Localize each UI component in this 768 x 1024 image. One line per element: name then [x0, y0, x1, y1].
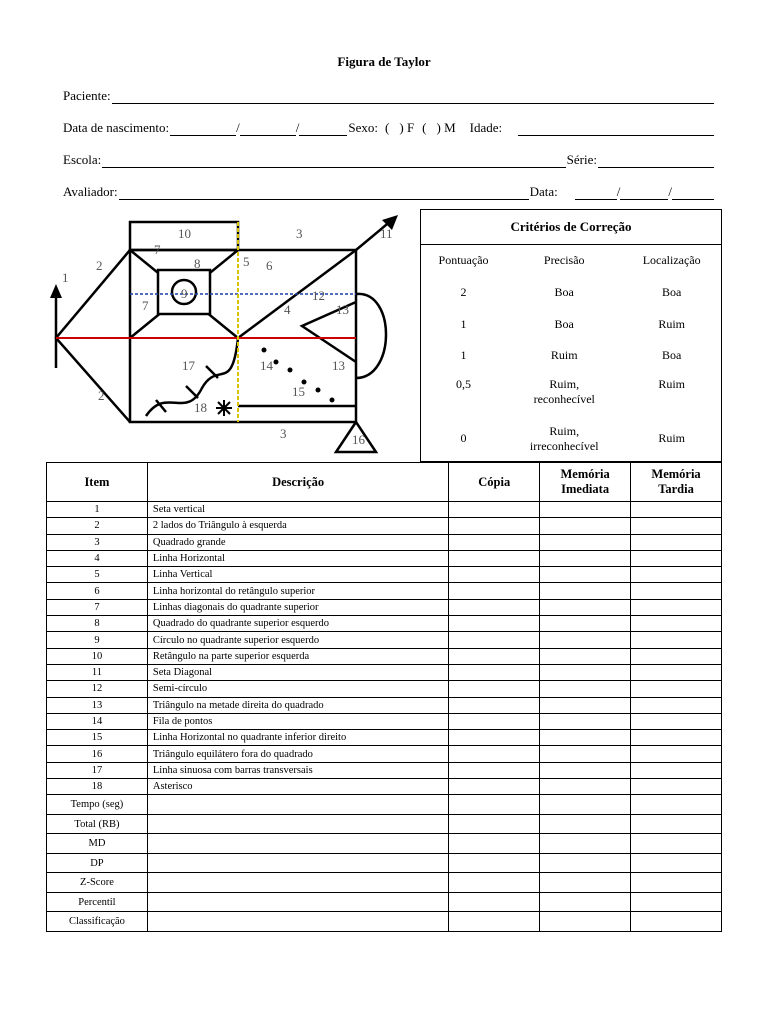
table-row	[47, 730, 722, 746]
arrow-head	[50, 284, 62, 298]
birthdate-row	[62, 118, 714, 136]
date-slash: /	[295, 120, 300, 135]
item-number: 18	[47, 779, 148, 795]
summary-delayed-cell[interactable]	[631, 834, 722, 854]
summary-delayed-cell[interactable]	[631, 853, 722, 873]
summary-description-cell	[147, 892, 448, 912]
figure-label-3b: 3	[280, 426, 287, 441]
figure-label-2b: 2	[98, 388, 105, 403]
immediate-score-cell[interactable]	[540, 713, 631, 729]
item-description: Quadrado do quadrante superior esquerdo	[147, 616, 448, 632]
criteria-precision-cell	[506, 371, 622, 417]
criteria-precision: Ruim,	[549, 376, 580, 391]
item-description: Semi-círculo	[147, 681, 448, 697]
summary-copy-cell[interactable]	[449, 834, 540, 854]
table-row	[47, 550, 722, 566]
item-number: 10	[47, 648, 148, 664]
criteria-location: Ruim	[658, 317, 686, 331]
table-row	[47, 583, 722, 599]
criteria-score: 1	[460, 348, 467, 362]
summary-delayed-cell[interactable]	[631, 912, 722, 932]
criteria-precision-cell	[506, 417, 622, 462]
delayed-score-cell[interactable]	[631, 730, 722, 746]
item-description: Linha Horizontal no quadrante inferior direito	[147, 730, 448, 746]
cross-bar	[186, 386, 198, 398]
criteria-header-precision: Precisão	[543, 253, 585, 268]
table-row	[47, 713, 722, 729]
item-number: 15	[47, 730, 148, 746]
immediate-score-cell[interactable]	[540, 599, 631, 615]
criteria-score: 0,5	[456, 376, 472, 391]
date-slash: /	[616, 184, 621, 199]
summary-label: Classificação	[47, 912, 148, 932]
header-immediate-line1: Memória	[560, 467, 610, 481]
item-description: Quadrado grande	[147, 534, 448, 550]
item-description: Linha Horizontal	[147, 550, 448, 566]
summary-row	[47, 892, 722, 912]
table-row	[47, 697, 722, 713]
criteria-score: 1	[460, 317, 467, 331]
delayed-score-cell[interactable]	[631, 746, 722, 762]
criteria-precision: Ruim,	[549, 423, 580, 438]
immediate-score-cell[interactable]	[540, 779, 631, 795]
summary-row	[47, 873, 722, 893]
item-number: 2	[47, 518, 148, 534]
birth-month-field[interactable]	[240, 121, 296, 136]
copy-score-cell[interactable]	[449, 567, 540, 583]
school-label: Escola:	[63, 152, 102, 167]
figure-label-5: 5	[243, 254, 250, 269]
summary-copy-cell[interactable]	[449, 892, 540, 912]
copy-score-cell[interactable]	[449, 762, 540, 778]
summary-immediate-cell[interactable]	[540, 892, 631, 912]
delayed-score-cell[interactable]	[631, 664, 722, 680]
copy-score-cell[interactable]	[449, 616, 540, 632]
copy-score-cell[interactable]	[449, 502, 540, 518]
summary-label: Percentil	[47, 892, 148, 912]
summary-description-cell	[147, 834, 448, 854]
copy-score-cell[interactable]	[449, 697, 540, 713]
header-delayed-line1: Memória	[651, 467, 701, 481]
item-number: 16	[47, 746, 148, 762]
figure-label-12: 12	[312, 288, 325, 303]
item-number: 11	[47, 664, 148, 680]
immediate-score-cell[interactable]	[540, 616, 631, 632]
delayed-score-cell[interactable]	[631, 567, 722, 583]
evaluator-label: Avaliador:	[63, 184, 118, 199]
summary-row	[47, 853, 722, 873]
item-description: Linha horizontal do retângulo superior	[147, 583, 448, 599]
summary-delayed-cell[interactable]	[631, 873, 722, 893]
immediate-score-cell[interactable]	[540, 534, 631, 550]
sex-m-checkbox[interactable]: ) M	[436, 120, 456, 135]
criteria-precision: Boa	[554, 285, 574, 299]
summary-row	[47, 834, 722, 854]
item-description: Círculo no quadrante superior esquerdo	[147, 632, 448, 648]
header-item: Item	[47, 463, 148, 502]
delayed-score-cell[interactable]	[631, 616, 722, 632]
item-description: Triângulo equilátero fora do quadrado	[147, 746, 448, 762]
table-row	[47, 681, 722, 697]
figure-label-9: 9	[181, 286, 188, 301]
table-row	[47, 762, 722, 778]
criteria-score: 0	[460, 431, 467, 446]
copy-score-cell[interactable]	[449, 550, 540, 566]
criteria-precision: Ruim	[550, 348, 578, 362]
summary-row	[47, 912, 722, 932]
copy-score-cell[interactable]	[449, 713, 540, 729]
figure-label-6: 6	[266, 258, 273, 273]
figure-label-1: 1	[62, 270, 69, 285]
copy-score-cell[interactable]	[449, 648, 540, 664]
copy-score-cell[interactable]	[449, 779, 540, 795]
summary-immediate-cell[interactable]	[540, 853, 631, 873]
table-row	[47, 599, 722, 615]
summary-copy-cell[interactable]	[449, 853, 540, 873]
delayed-score-cell[interactable]	[631, 599, 722, 615]
summary-immediate-cell[interactable]	[540, 873, 631, 893]
immediate-score-cell[interactable]	[540, 648, 631, 664]
item-description: Seta Diagonal	[147, 664, 448, 680]
delayed-score-cell[interactable]	[631, 779, 722, 795]
item-number: 6	[47, 583, 148, 599]
item-description: Linha sinuosa com barras transversais	[147, 762, 448, 778]
item-description: Retângulo na parte superior esquerda	[147, 648, 448, 664]
delayed-score-cell[interactable]	[631, 713, 722, 729]
summary-immediate-cell[interactable]	[540, 814, 631, 834]
figure-label-18: 18	[194, 400, 207, 415]
summary-immediate-cell[interactable]	[540, 834, 631, 854]
copy-score-cell[interactable]	[449, 664, 540, 680]
criteria-location: Ruim	[658, 376, 686, 391]
delayed-score-cell[interactable]	[631, 583, 722, 599]
taylor-figure	[46, 210, 420, 462]
criteria-location: Boa	[662, 285, 682, 299]
item-number: 9	[47, 632, 148, 648]
figure-label-13b: 13	[332, 358, 345, 373]
criteria-header-score: Pontuação	[438, 253, 489, 268]
immediate-score-cell[interactable]	[540, 550, 631, 566]
item-description: Fila de pontos	[147, 713, 448, 729]
figure-label-11: 11	[380, 226, 393, 241]
figure-label-16: 16	[352, 432, 365, 447]
figure-label-8: 8	[194, 256, 201, 271]
item-description: Linhas diagonais do quadrante superior	[147, 599, 448, 615]
summary-label: DP	[47, 853, 148, 873]
summary-description-cell	[147, 795, 448, 815]
summary-row	[47, 814, 722, 834]
sex-label: Sexo:	[348, 120, 379, 135]
table-row	[47, 664, 722, 680]
criteria-precision: Boa	[554, 317, 574, 331]
criteria-precision-detail: irreconhecível	[529, 438, 599, 453]
item-number: 17	[47, 762, 148, 778]
figure-label-15: 15	[292, 384, 305, 399]
header-immediate-line2: Imediata	[561, 482, 610, 496]
summary-copy-cell[interactable]	[449, 814, 540, 834]
summary-description-cell	[147, 912, 448, 932]
evaluator-row	[62, 182, 714, 200]
birth-year-field[interactable]	[299, 121, 347, 136]
item-number: 12	[47, 681, 148, 697]
immediate-score-cell[interactable]	[540, 730, 631, 746]
delayed-score-cell[interactable]	[631, 632, 722, 648]
figure-label-13: 13	[336, 302, 349, 317]
item-description: Triângulo na metade direita do quadrado	[147, 697, 448, 713]
age-field[interactable]	[518, 121, 714, 136]
sex-m-checkbox-open[interactable]: (	[422, 120, 427, 135]
patient-label: Paciente:	[63, 88, 111, 103]
table-row	[47, 567, 722, 583]
criteria-table	[420, 209, 722, 462]
sex-f-checkbox[interactable]: ) F	[399, 120, 415, 135]
figure-label-7: 7	[154, 242, 161, 257]
immediate-score-cell[interactable]	[540, 518, 631, 534]
figure-label-7b: 7	[142, 298, 149, 313]
summary-delayed-cell[interactable]	[631, 814, 722, 834]
grade-label: Série:	[566, 152, 597, 167]
evaluator-field[interactable]	[119, 185, 529, 200]
figure-label-14: 14	[260, 358, 273, 373]
table-row	[47, 648, 722, 664]
summary-row	[47, 795, 722, 815]
immediate-score-cell[interactable]	[540, 681, 631, 697]
summary-label: Total (RB)	[47, 814, 148, 834]
school-field[interactable]	[102, 153, 565, 168]
copy-score-cell[interactable]	[449, 681, 540, 697]
summary-description-cell	[147, 814, 448, 834]
summary-label: MD	[47, 834, 148, 854]
summary-label: Z-Score	[47, 873, 148, 893]
table-row	[47, 616, 722, 632]
table-row	[47, 779, 722, 795]
date-year-field[interactable]	[672, 185, 714, 200]
item-description: Linha Vertical	[147, 567, 448, 583]
delayed-score-cell[interactable]	[631, 502, 722, 518]
immediate-score-cell[interactable]	[540, 664, 631, 680]
immediate-score-cell[interactable]	[540, 697, 631, 713]
copy-score-cell[interactable]	[449, 730, 540, 746]
header-description: Descrição	[147, 463, 448, 502]
summary-label: Tempo (seg)	[47, 795, 148, 815]
criteria-location: Boa	[662, 348, 682, 362]
item-description: Seta vertical	[147, 502, 448, 518]
date-slash: /	[668, 184, 672, 199]
header-delayed-line2: Tardia	[658, 482, 694, 496]
item-number: 13	[47, 697, 148, 713]
copy-score-cell[interactable]	[449, 746, 540, 762]
immediate-score-cell[interactable]	[540, 762, 631, 778]
delayed-score-cell[interactable]	[631, 550, 722, 566]
school-row	[62, 150, 714, 168]
page-title: Figura de Taylor	[337, 54, 431, 69]
item-description: 2 lados do Triângulo à esquerda	[147, 518, 448, 534]
asterisk	[216, 400, 232, 416]
figure-label-2: 2	[96, 258, 103, 273]
item-number: 4	[47, 550, 148, 566]
item-description: Asterisco	[147, 779, 448, 795]
figure-label-3: 3	[296, 226, 303, 241]
semicircle	[356, 294, 386, 378]
item-number: 5	[47, 567, 148, 583]
item-number: 8	[47, 616, 148, 632]
date-day-field[interactable]	[575, 185, 617, 200]
summary-description-cell	[147, 853, 448, 873]
header-immediate-memory	[540, 463, 631, 502]
figure-label-4: 4	[284, 302, 291, 317]
delayed-score-cell[interactable]	[631, 697, 722, 713]
birthdate-label: Data de nascimento:	[63, 120, 170, 135]
copy-score-cell[interactable]	[449, 534, 540, 550]
patient-field[interactable]	[112, 89, 714, 104]
copy-score-cell[interactable]	[449, 583, 540, 599]
patient-row	[62, 86, 714, 104]
copy-score-cell[interactable]	[449, 599, 540, 615]
delayed-score-cell[interactable]	[631, 534, 722, 550]
table-row	[47, 518, 722, 534]
summary-immediate-cell[interactable]	[540, 795, 631, 815]
summary-delayed-cell[interactable]	[631, 795, 722, 815]
delayed-score-cell[interactable]	[631, 518, 722, 534]
summary-immediate-cell[interactable]	[540, 912, 631, 932]
age-label: Idade:	[469, 120, 503, 135]
immediate-score-cell[interactable]	[540, 583, 631, 599]
date-label: Data:	[529, 184, 558, 199]
item-number: 1	[47, 502, 148, 518]
header-delayed-memory	[631, 463, 722, 502]
grade-field[interactable]	[598, 153, 714, 168]
table-row	[47, 502, 722, 518]
header-copy: Cópia	[449, 463, 540, 502]
item-number: 7	[47, 599, 148, 615]
summary-delayed-cell[interactable]	[631, 892, 722, 912]
item-number: 3	[47, 534, 148, 550]
table-row	[47, 534, 722, 550]
summary-copy-cell[interactable]	[449, 873, 540, 893]
criteria-title: Critérios de Correção	[421, 210, 722, 245]
figure-label-10: 10	[178, 226, 191, 241]
criteria-header-location: Localização	[642, 253, 701, 268]
criteria-score: 2	[460, 285, 467, 299]
delayed-score-cell[interactable]	[631, 681, 722, 697]
figure-label-17: 17	[182, 358, 195, 373]
table-row	[47, 632, 722, 648]
date-slash: /	[236, 120, 240, 135]
summary-copy-cell[interactable]	[449, 795, 540, 815]
criteria-location: Ruim	[658, 431, 686, 446]
delayed-score-cell[interactable]	[631, 762, 722, 778]
copy-score-cell[interactable]	[449, 518, 540, 534]
birth-day-field[interactable]	[170, 121, 236, 136]
sex-f-checkbox-open[interactable]: (	[385, 120, 390, 135]
copy-score-cell[interactable]	[449, 632, 540, 648]
item-number: 14	[47, 713, 148, 729]
immediate-score-cell[interactable]	[540, 632, 631, 648]
immediate-score-cell[interactable]	[540, 746, 631, 762]
scoring-table	[46, 462, 722, 932]
date-month-field[interactable]	[620, 185, 668, 200]
table-row	[47, 746, 722, 762]
immediate-score-cell[interactable]	[540, 567, 631, 583]
summary-description-cell	[147, 873, 448, 893]
immediate-score-cell[interactable]	[540, 502, 631, 518]
criteria-precision-detail: reconhecível	[533, 391, 595, 406]
summary-copy-cell[interactable]	[449, 912, 540, 932]
delayed-score-cell[interactable]	[631, 648, 722, 664]
